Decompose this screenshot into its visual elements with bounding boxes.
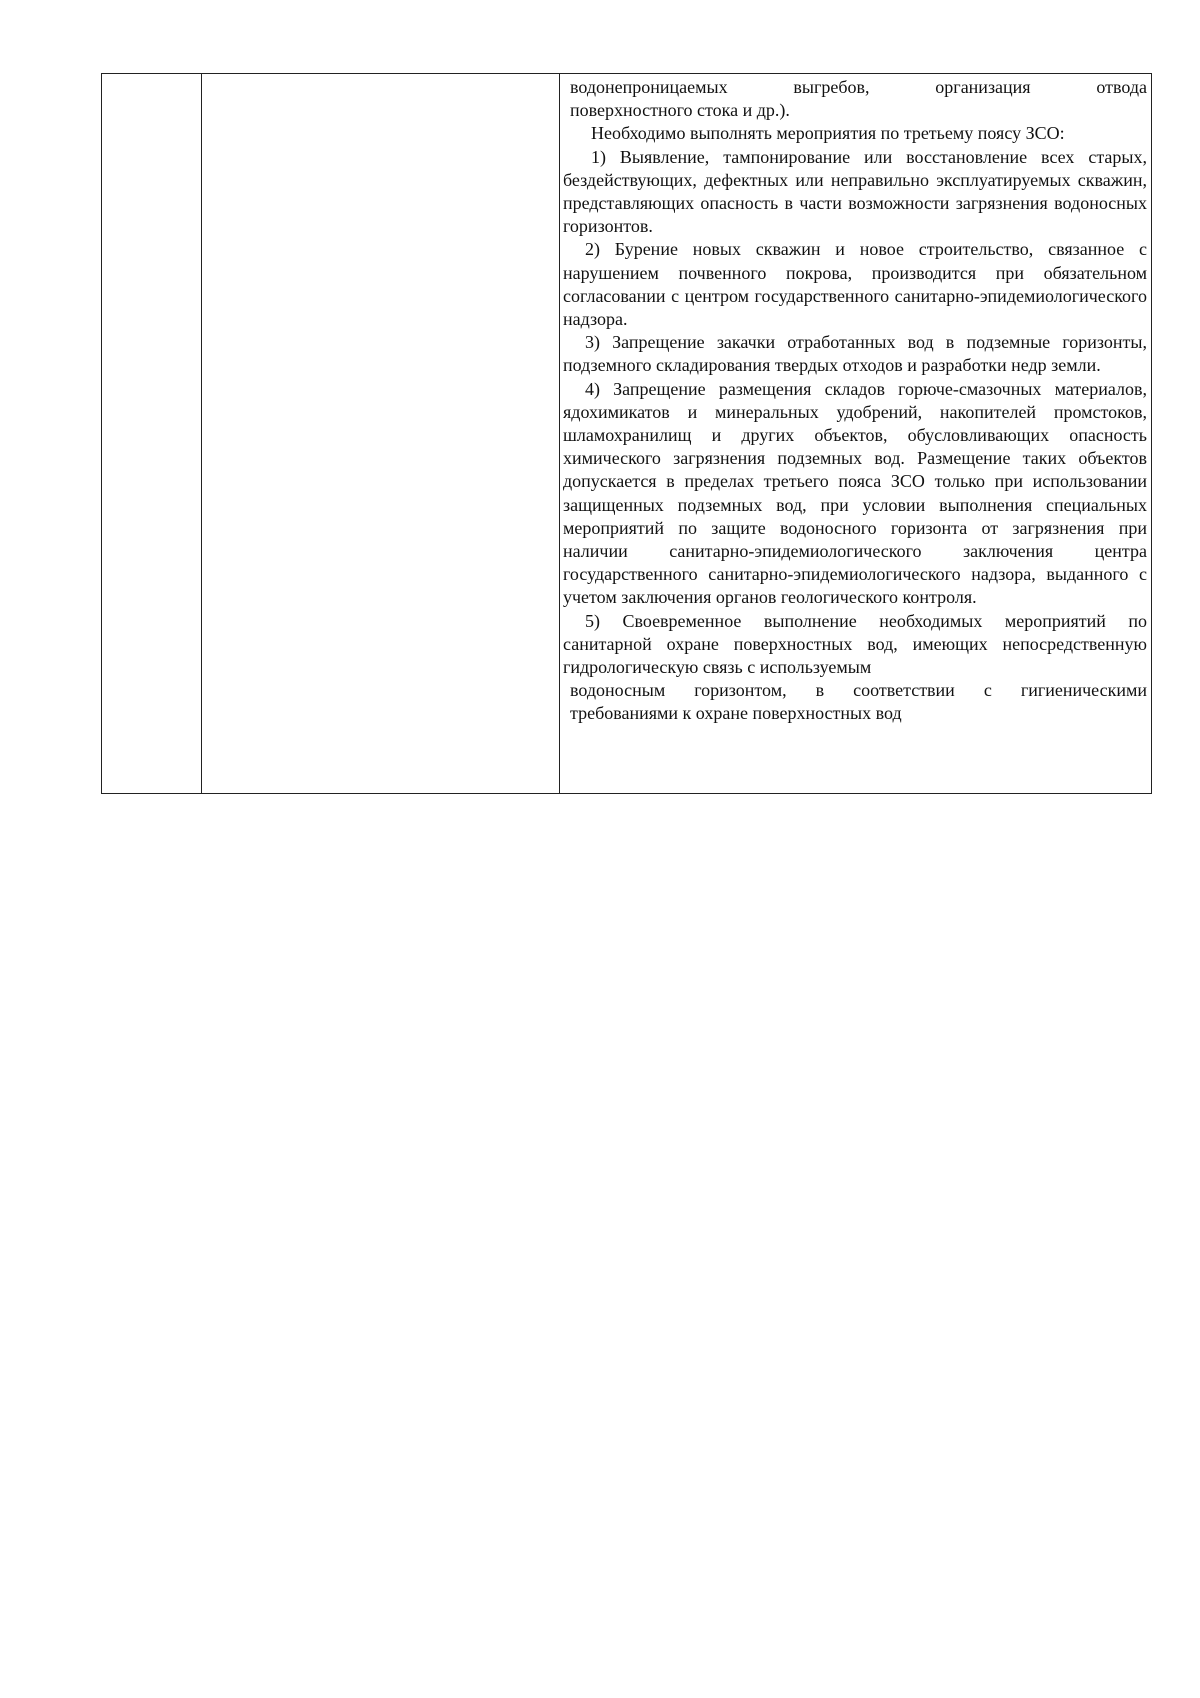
table-cell-object bbox=[202, 74, 560, 794]
continuation-line-1: водонепроницаемых выгребов, организация отвода bbox=[570, 77, 1147, 97]
table-cell-number bbox=[102, 74, 202, 794]
table-row bbox=[102, 74, 1152, 794]
measure-item-4: 4) Запрещение размещения складов горюче-смазочных материалов, ядохимикатов и минеральных удобрений, накопителей промстоков, шламохранилищ и других объектов, обусловливающих опасность химического загрязнения подземных вод. Размещение таких объектов допускается в пределах третьего пояса ЗСО только при использовании защищенных подземных вод, при условии выполнения специальных мероприятий по защите водоносного горизонта от загрязнения при наличии санитарно-эпидемиологического заключения центра государственного санитарно-эпидемиологического надзора, выданного с учетом заключения органов геологического контроля. bbox=[563, 378, 1147, 608]
measure-item-3: 3) Запрещение закачки отработанных вод в подземные горизонты, подземного складирования твердых отходов и разработки недр земли. bbox=[563, 332, 1147, 376]
tail-line-1: водоносным горизонтом, в соответствии с гигиеническими bbox=[570, 680, 1147, 701]
measure-item-5: 5) Своевременное выполнение необходимых мероприятий по санитарной охране поверхностных вод, имеющих непосредственную гидрологическую связь с используемым bbox=[563, 610, 1147, 678]
tail-line-2: требованиями к охране поверхностных вод bbox=[570, 703, 902, 724]
table-cell-measures bbox=[560, 74, 1152, 794]
measure-item-1: 1) Выявление, тампонирование или восстановление всех старых, бездействующих, дефектных или неправильно эксплуатируемых скважин, представляющих опасность в части возможности загрязнения водоносных горизонтов. bbox=[563, 146, 1147, 237]
measures-table bbox=[101, 73, 1152, 794]
measure-item-2: 2) Бурение новых скважин и новое строительство, связанное с нарушением почвенного покрова, производится при обязательном согласовании с центром государственного санитарно-эпидемиологического надзора. bbox=[563, 239, 1147, 330]
continuation-line-2: поверхностного стока и др.). bbox=[570, 100, 790, 121]
measures-intro: Необходимо выполнять мероприятия по третьему поясу ЗСО: bbox=[591, 123, 1065, 144]
